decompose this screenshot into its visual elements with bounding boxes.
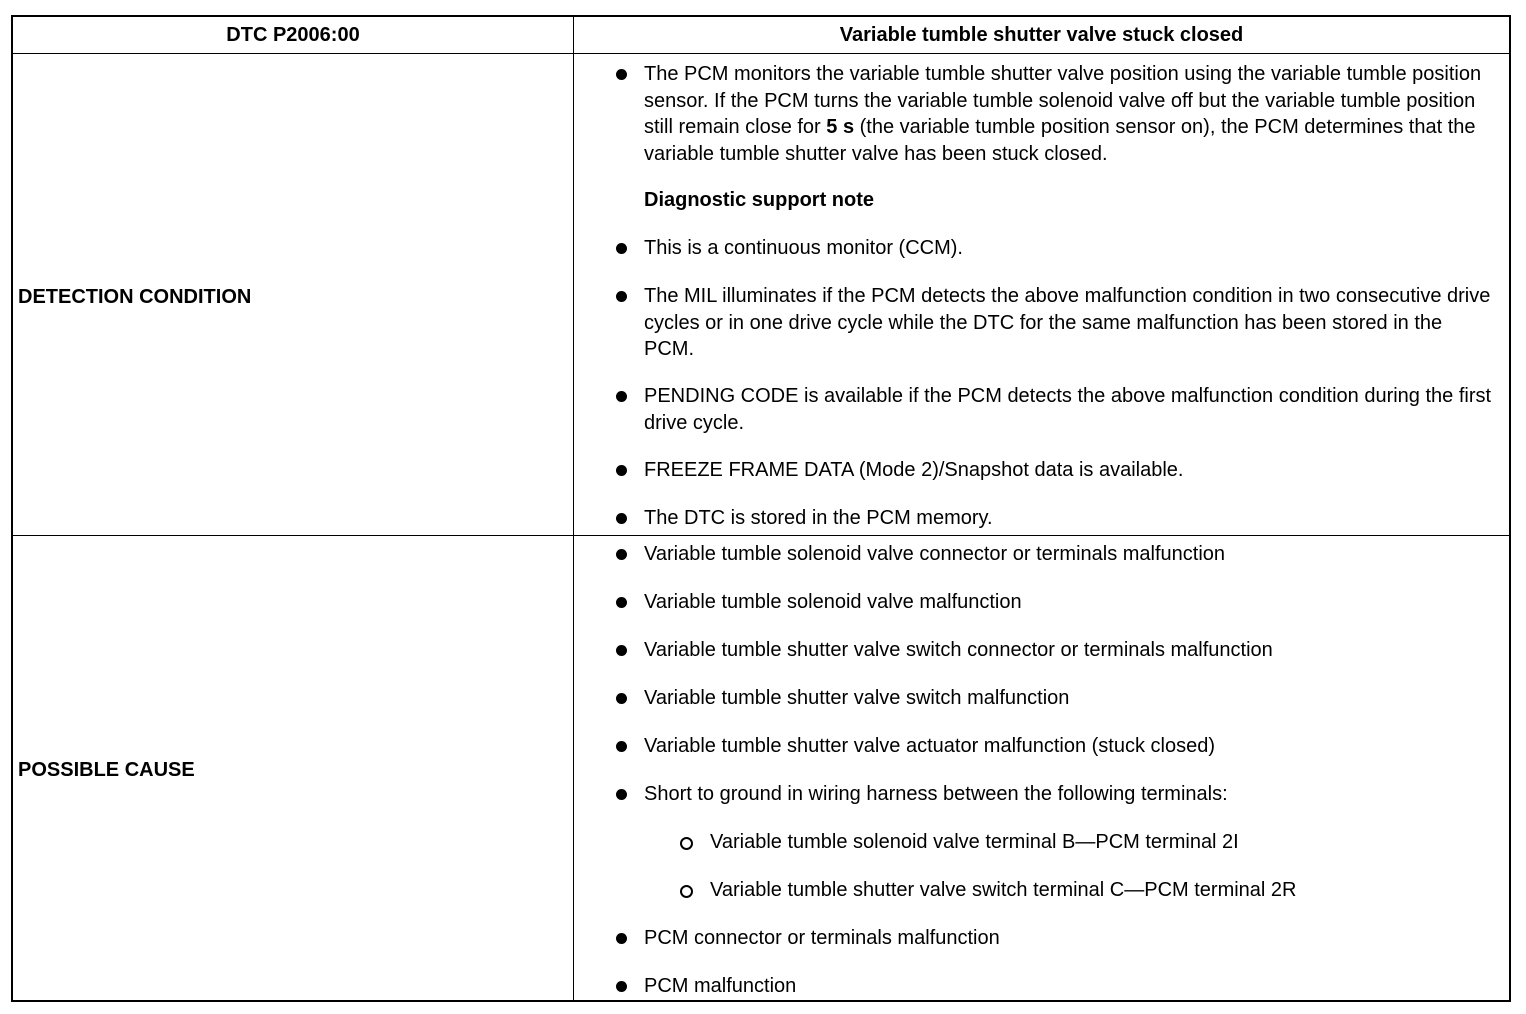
cause-content-cell [574,536,1509,1002]
bullet-icon [616,789,627,800]
cause-item-7: PCM connector or terminals malfunction [644,925,1494,952]
detection-item-2: This is a continuous monitor (CCM). [644,235,1494,262]
possible-cause-row [13,536,1509,1002]
dtc-title: Variable tumble shutter valve stuck closed [839,23,1244,46]
dtc-title-cell [574,17,1509,53]
cause-subitem-1: Variable tumble solenoid valve terminal B—PCM terminal 2I [710,829,1490,856]
detection-condition-row [13,54,1509,536]
bullet-icon [616,981,627,992]
dtc-code: DTC P2006:00 [226,23,360,46]
bullet-icon [616,597,627,608]
detection-item-5: FREEZE FRAME DATA (Mode 2)/Snapshot data is available. [644,457,1494,484]
cause-item-2: Variable tumble solenoid valve malfunction [644,589,1494,616]
cause-item-6: Short to ground in wiring harness between the following terminals: [644,781,1494,808]
bullet-icon [616,645,627,656]
cause-item-4: Variable tumble shutter valve switch malfunction [644,685,1494,712]
hollow-bullet-icon [680,837,693,850]
header-row [13,17,1509,54]
bullet-icon [616,693,627,704]
bullet-icon [616,933,627,944]
cause-item-5: Variable tumble shutter valve actuator malfunction (stuck closed) [644,733,1494,760]
bullet-icon [616,465,627,476]
duration-value: 5 s [826,116,855,138]
detection-item-3: The MIL illuminates if the PCM detects the above malfunction condition in two consecutive drive cycles or in one drive cycle while the DTC for the same malfunction has been stored in the PCM. [644,283,1494,363]
diagnostic-support-note-heading: Diagnostic support note [644,189,874,211]
bullet-icon [616,243,627,254]
bullet-icon [616,741,627,752]
detection-item-4: PENDING CODE is available if the PCM detects the above malfunction condition during the first drive cycle. [644,383,1494,436]
cause-subitem-2: Variable tumble shutter valve switch terminal C—PCM terminal 2R [710,877,1490,904]
cause-item-8: PCM malfunction [644,973,1494,1000]
bullet-icon [616,69,627,80]
bullet-icon [616,391,627,402]
detection-label-cell [13,54,574,535]
dtc-code-cell [13,17,574,53]
detection-item-6: The DTC is stored in the PCM memory. [644,505,1494,532]
cause-item-1: Variable tumble solenoid valve connector or terminals malfunction [644,541,1494,568]
detection-item-1: The PCM monitors the variable tumble shutter valve position using the variable tumble position sensor. If the PCM turns the variable tumble solenoid valve off but the variable tumble position still remain close for 5 s (the variable tumble position sensor on), the PCM determines that the variable tumble shutter valve has been stuck closed. [644,61,1494,167]
dtc-table [11,15,1511,1002]
bullet-icon [616,513,627,524]
possible-cause-label: POSSIBLE CAUSE [18,759,195,781]
detection-content-cell [574,54,1509,535]
hollow-bullet-icon [680,885,693,898]
cause-item-3: Variable tumble shutter valve switch connector or terminals malfunction [644,637,1494,664]
bullet-icon [616,291,627,302]
cause-label-cell [13,536,574,1002]
bullet-icon [616,549,627,560]
detection-condition-label: DETECTION CONDITION [18,286,252,308]
